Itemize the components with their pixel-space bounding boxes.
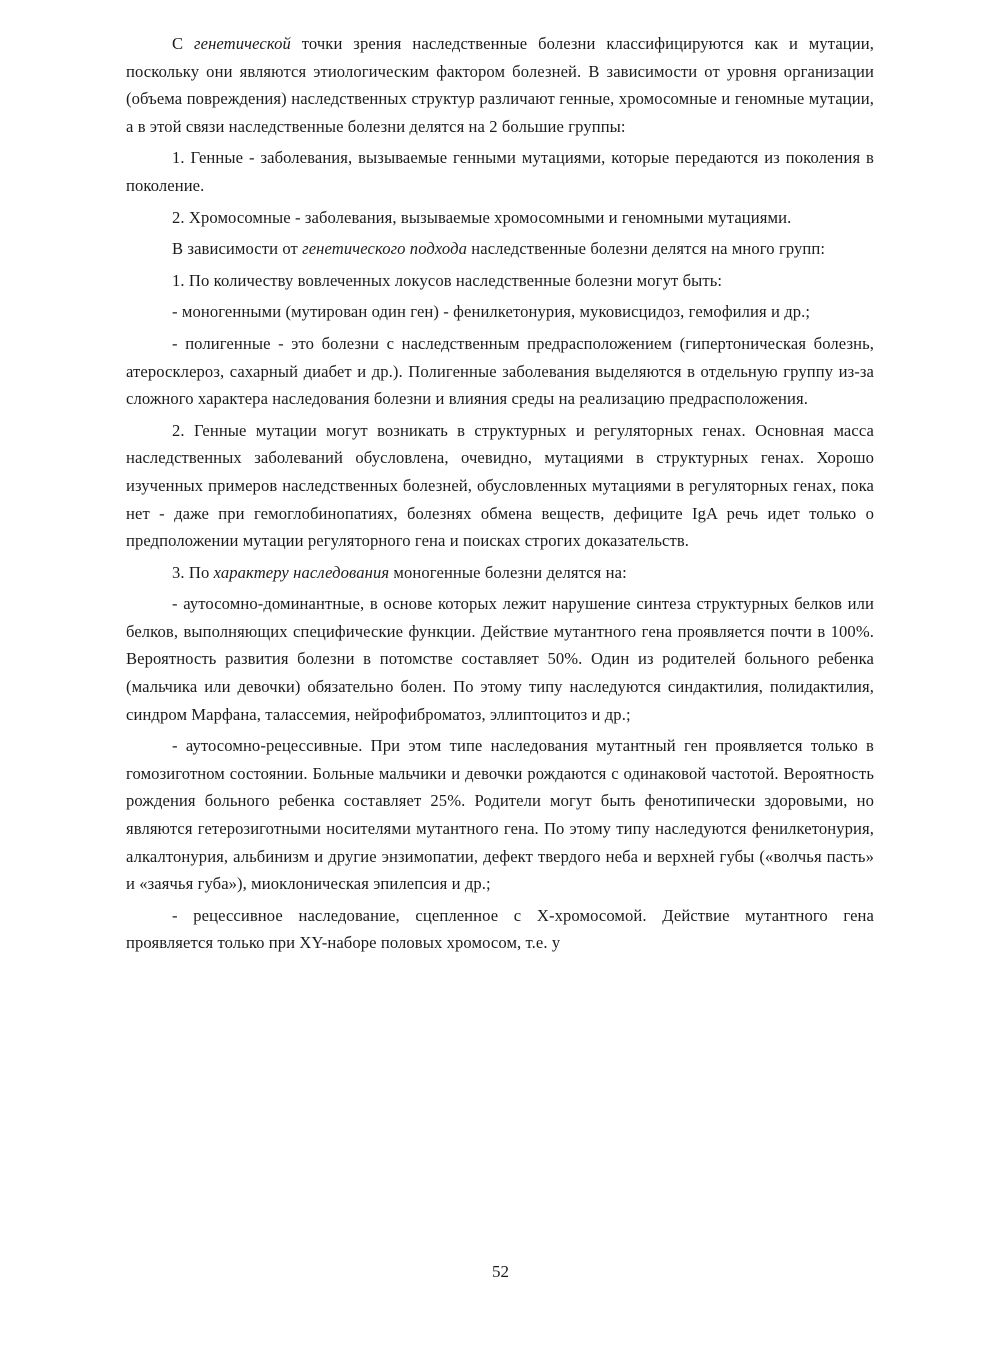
paragraph bbox=[126, 30, 874, 140]
paragraph bbox=[126, 267, 874, 295]
text-run: В зависимости от bbox=[172, 239, 303, 259]
text-run: С bbox=[172, 34, 195, 53]
text-run: - аутосомно-рецессивные. При этом типе наследования мутантный ген проявляется только в гомозиготном состоянии. Больные мальчики и девочки рождаются с одинаковой частотой. Вероятность рождения больного ребенка составляет 25%. Родители могут быть фенотипически здоровыми, но являются гетерозиготными носителями мутантного гена. По этому типу наследуются фенилкетонурия, алкалтонурия, альбинизм и другие энзимопатии, дефект твердого неба и верхней губы («волчья пасть» и «заячья губа»), миоклоническая эпилепсия и др.; bbox=[126, 736, 874, 894]
text-run: - аутосомно-доминантные, в основе которых лежит нарушение синтеза структурных белков или белков, выполняющих специфические функции. Действие мутантного гена проявляется почти в 100%. Вероятность развития болезни в потомстве составляет 50%. Один из родителей больного ребенка (мальчика или девочки) обязательно болен. По этому типу наследуются синдактилия, полидактилия, синдром Марфана, талассемия, нейрофиброматоз, эллиптоцитоз и др.; bbox=[126, 594, 874, 724]
text-run: 1. Генные - заболевания, вызываемые генными мутациями, которые передаются из поколения в поколение. bbox=[126, 148, 874, 195]
text-run: - моногенными (мутирован один ген) - фенилкетонурия, муковисцидоз, гемофилия и др.; bbox=[172, 302, 811, 322]
paragraph bbox=[126, 204, 874, 232]
italic-term: генетического подхода bbox=[302, 239, 468, 259]
paragraph bbox=[126, 144, 874, 199]
page-number: 52 bbox=[492, 1262, 509, 1281]
text-run: точки зрения наследственные болезни классифицируются как и мутации, поскольку они являются этиологическим фактором болезней. В зависимости от уровня организации (объема повреждения) наследственных структур различают генные, хромосомные и геномные мутации, а в этой связи наследственные болезни делятся на 2 большие группы: bbox=[126, 34, 874, 136]
paragraph bbox=[126, 559, 874, 587]
paragraph bbox=[126, 732, 874, 898]
paragraph bbox=[126, 590, 874, 728]
paragraph bbox=[126, 298, 874, 326]
text-run: наследственные болезни делятся на много групп: bbox=[467, 239, 826, 259]
italic-term: генетической bbox=[194, 34, 291, 53]
text-run: - полигенные - это болезни с наследственным предрасположением (гипертоническая болезнь, атеросклероз, сахарный диабет и др.). Полигенные заболевания выделяются в отдельную группу из-за сложного характера наследования болезни и влияния среды на реализацию предрасположения. bbox=[126, 333, 874, 409]
text-run: - рецессивное наследование, сцепленное с Х-хромосомой. Действие мутантного гена проявляется только при ХY-наборе половых хромосом, т.е. у bbox=[126, 905, 874, 953]
paragraph bbox=[126, 902, 874, 957]
text-run: 2. Генные мутации могут возникать в структурных и регуляторных генах. Основная масса наследственных заболеваний обусловлена, очевидно, мутациями в структурных генах. Хорошо изученных примеров наследственных болезней, обусловленных мутациями в регуляторных генах, пока нет - даже при гемоглобинопатиях, болезнях обмена веществ, дефиците IgA речь идет только о предположении мутации регуляторного гена и поисках строгих доказательств. bbox=[126, 420, 874, 551]
text-run: 2. Хромосомные - заболевания, вызываемые хромосомными и геномными мутациями. bbox=[172, 207, 792, 227]
paragraph bbox=[126, 417, 874, 555]
paragraph bbox=[126, 330, 874, 413]
text-run: моногенные болезни делятся на: bbox=[389, 562, 627, 582]
text-run: 1. По количеству вовлеченных локусов наследственные болезни могут быть: bbox=[172, 270, 723, 290]
text-run: 3. По bbox=[172, 562, 214, 582]
italic-term: характеру наследования bbox=[213, 562, 390, 582]
page-body bbox=[126, 30, 874, 961]
paragraph bbox=[126, 235, 874, 263]
